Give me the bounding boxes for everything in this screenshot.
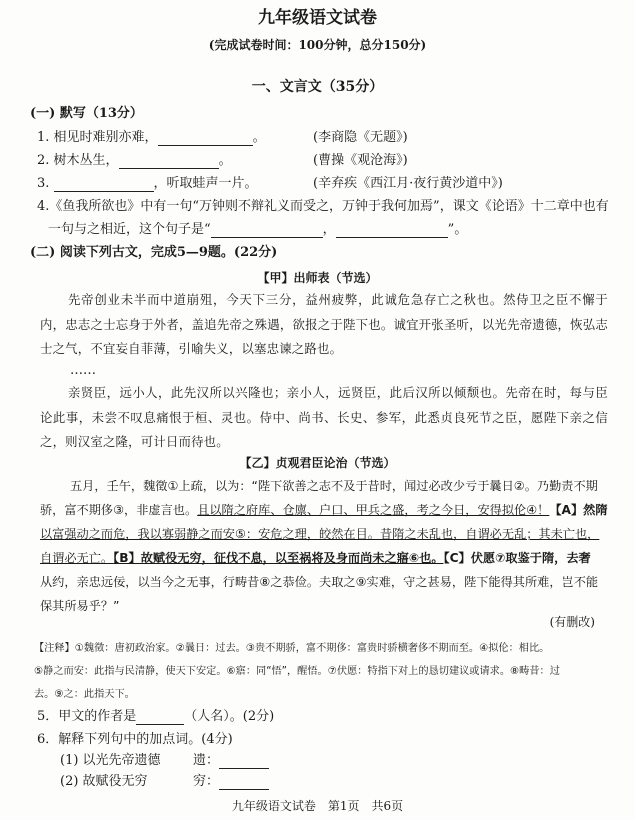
question-text: （人名）。(2分)	[184, 709, 275, 724]
question-text: 相见时难别亦难，	[53, 130, 158, 145]
question-6-item-2: (2) 故赋役无穷	[60, 774, 148, 789]
question-6-item-1: (1) 以光先帝遗德	[60, 753, 161, 768]
page-footer: 九年级语文试卷 第1页 共6页	[231, 799, 404, 813]
part2-heading: (二) 阅读下列古文，完成5—9题。(22分)	[30, 245, 278, 260]
answer-blank[interactable]	[119, 168, 219, 169]
question-text: ，	[322, 222, 336, 237]
question-number: 1.	[37, 130, 50, 145]
annotation-line: 去。⑨之：此指天下。	[34, 689, 135, 700]
question-2: 2. 树木丛生， 。	[37, 153, 232, 168]
passage-b-line-underlined: 以富强动之而危，我以寡弱静之而安⑤：安危之理，皎然在目。昔隋之未乱也，自谓必无乱；其未亡也，	[40, 527, 600, 541]
page-title: 九年级语文试卷	[258, 8, 377, 28]
annotation-line: 【注释】①魏徵：唐初政治家。②曩日：过去。③贵不期骄，富不期侈：富贵时骄横奢侈不期而至。④拟伦：相比。	[34, 643, 550, 654]
answer-blank[interactable]	[136, 724, 184, 725]
answer-blank[interactable]	[219, 789, 269, 790]
word-label: 遗：	[193, 753, 220, 768]
question-text: 《鱼我所欲也》中有一句“万钟则不辩礼义而受之，万钟于我何加焉”，课文《论语》十二章中也有	[49, 199, 609, 214]
passage-b-line	[40, 546, 610, 571]
question-number: 2.	[37, 153, 50, 168]
question-text: 5．甲文的作者是	[37, 709, 137, 724]
answer-blank[interactable]	[211, 237, 323, 238]
source-note: (有删改)	[549, 615, 595, 629]
passage-b-line: 从约，亲忠远佞，以当今之无事，行畴昔⑧之恭俭。夫取之⑨实难，守之甚易，陛下能得其所难，岂不能	[40, 575, 599, 589]
passage-b-line: 五月，壬午，魏徵①上疏，以为：“陛下欲善之志不及于昔时，闻过必改少亏于曩日②。乃勤责不期	[70, 479, 598, 493]
marker-c: 【C】伏愿⑦取鉴于隋，去奢	[443, 551, 591, 565]
question-number: 3.	[37, 176, 50, 191]
passage-b-line	[40, 498, 610, 523]
question-text: 一句与之相近，这个句子是“	[48, 222, 211, 237]
word-label: 穷：	[193, 774, 220, 789]
question-text: ”。	[447, 222, 468, 237]
answer-blank[interactable]	[54, 191, 154, 192]
question-text: ，听取蛙声一片。	[153, 176, 258, 191]
part1-heading: (一) 默写（13分）	[30, 106, 143, 121]
annotation-line: ⑤静之而安：此指与民清静，使天下安定。⑥寤：同“悟”，醒悟。⑦伏愿：特指下对上的恳切建议或请求。⑧畴昔：过	[34, 666, 560, 677]
passage-a-paragraph-2: 亲贤臣，远小人，此先汉所以兴隆也；亲小人，远贤臣，此后汉所以倾颓也。先帝在时，每与臣论此事，未尝不叹息痛恨于桓、灵也。侍中、尚书、长史、参军，此悉贞良死节之臣，愿陛下亲之信之，则汉室之隆，可计日而待也。	[40, 385, 608, 450]
question-text: 树木丛生，	[53, 153, 119, 168]
marker-b-sentence: 【B】故赋役无穷，征伐不息，以至祸将及身而尚未之寤⑥也。	[113, 551, 444, 565]
text-run: 骄，富不期侈③，非虚言也。	[40, 503, 198, 517]
section-heading: 一、文言文（35分）	[251, 79, 384, 95]
question-6: 6．解释下列句中的加点词。(4分)	[37, 732, 233, 747]
passage-a-paragraph-1: 先帝创业未半而中道崩殂，今天下三分，益州疲弊，此诚危急存亡之秋也。然侍卫之臣不懈于内，忠志之士忘身于外者，盖追先帝之殊遇，欲报之于陛下也。诚宜开张圣听，以光先帝遗德，恢弘志士之气，不宜妄自菲薄，引喻失义，以塞忠谏之路也。	[40, 292, 608, 357]
passage-a-title: 【甲】出师表（节选）	[257, 271, 378, 285]
question-number: 4.	[37, 199, 50, 214]
passage-b-title: 【乙】贞观君臣论治（节选）	[239, 456, 396, 470]
question-4-line2	[48, 221, 467, 238]
exam-subtitle: (完成试卷时间：100分钟，总分150分)	[208, 38, 427, 52]
passage-b-line: 保其所易乎？”	[40, 599, 120, 613]
underlined-sentence: 且以隋之府库、仓廪、户口、甲兵之盛，考之今日，安得拟伦④！	[197, 503, 550, 517]
question-3	[37, 175, 258, 192]
question-5	[37, 708, 274, 725]
underlined-sentence: 自谓必无亡。	[40, 551, 114, 565]
answer-blank[interactable]	[158, 145, 253, 146]
question-source: (曹操《观沧海》)	[313, 153, 408, 168]
question-source: (李商隐《无题》)	[313, 130, 408, 145]
question-source: (辛弃疾《西江月·夜行黄沙道中》)	[313, 176, 503, 191]
marker-a: 【A】然隋	[549, 503, 608, 517]
answer-blank[interactable]	[219, 768, 269, 769]
question-4	[37, 198, 609, 215]
question-6-item-1-answer	[193, 752, 269, 769]
ellipsis: ……	[70, 363, 96, 378]
question-6-item-2-answer	[193, 773, 269, 790]
answer-blank[interactable]	[336, 237, 448, 238]
question-1: 1. 相见时难别亦难， 。	[37, 130, 266, 145]
